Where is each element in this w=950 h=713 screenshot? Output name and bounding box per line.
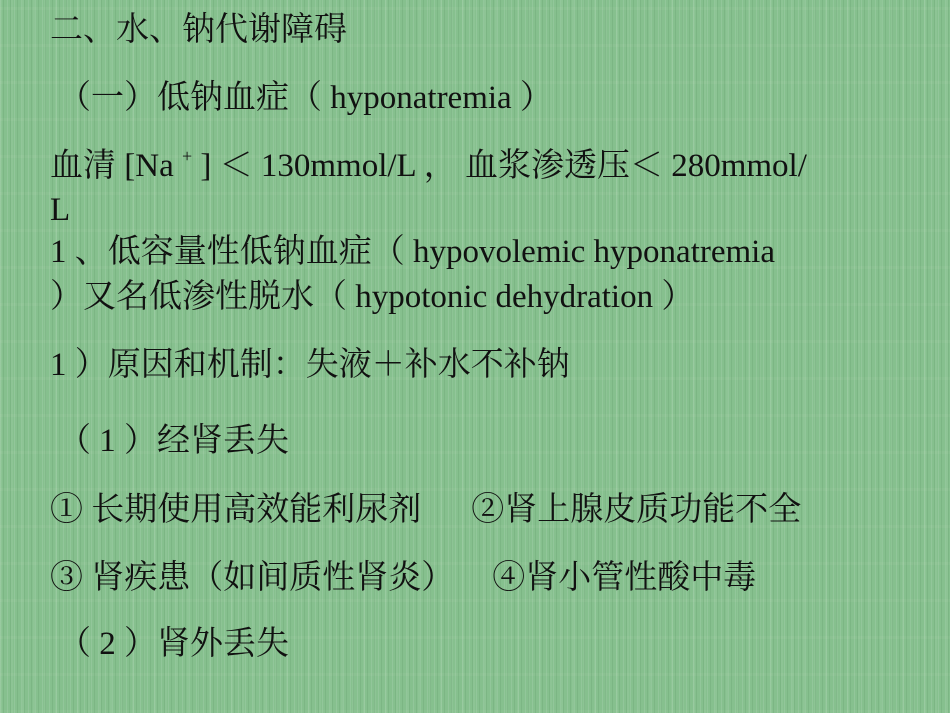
list-item: ④肾小管性酸中毒 xyxy=(492,560,757,596)
category-renal-loss: （ 1 ）经肾丢失 xyxy=(58,423,289,459)
list-item: ① 长期使用高效能利尿剂 xyxy=(50,492,422,528)
type1-heading-line1: 1 、低容量性低钠血症（ hypovolemic hyponatremia xyxy=(50,234,775,270)
list-item: ③ 肾疾患（如间质性肾炎） xyxy=(50,560,455,596)
definition-line xyxy=(50,146,807,186)
item-row-1 xyxy=(50,490,801,530)
category-extrarenal-loss: （ 2 ）肾外丢失 xyxy=(58,626,289,662)
definition-continuation: L xyxy=(50,192,71,228)
item-row-2 xyxy=(50,558,756,598)
cause-heading: 1 ）原因和机制：失液＋补水不补钠 xyxy=(50,347,570,383)
sodium-charge-superscript: + xyxy=(181,146,193,166)
definition-prefix: 血清 [Na xyxy=(50,148,182,184)
section-heading-hyponatremia: （一）低钠血症（ hyponatremia ） xyxy=(58,80,553,116)
slide-title: 二、水、钠代谢障碍 xyxy=(50,12,347,48)
list-item: ②肾上腺皮质功能不全 xyxy=(471,492,802,528)
definition-suffix: ] ＜ 130mmol/L ， 血浆渗透压＜ 280mmol/ xyxy=(192,148,807,184)
type1-heading-line2: ）又名低渗性脱水（ hypotonic dehydration ） xyxy=(50,279,695,315)
